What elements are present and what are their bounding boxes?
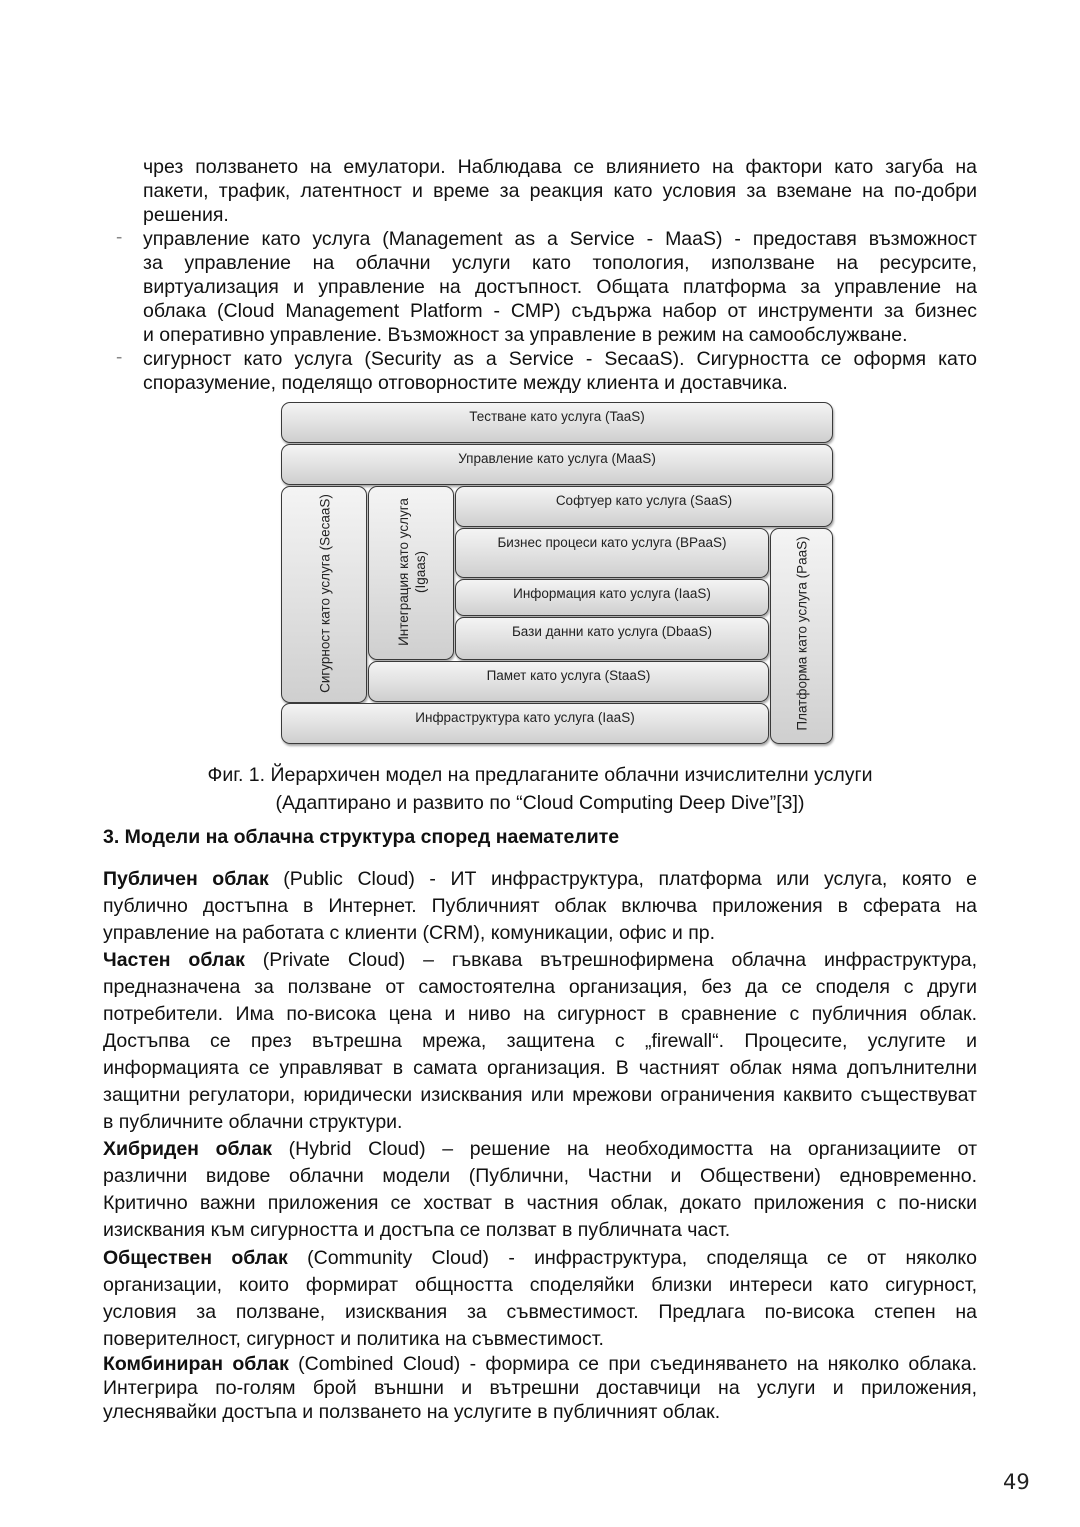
box-bpaas bbox=[455, 528, 769, 578]
box-taas bbox=[281, 402, 833, 443]
text-line: чрез ползването на емулатори. Наблюдава се влиянието на фактори като загуба на bbox=[143, 156, 977, 178]
box-label: Сигурност като услуга (SecaaS) bbox=[317, 494, 333, 693]
text-line: за управление на облачни услуги като топология, използване на ресурсите, bbox=[143, 252, 977, 274]
term-label: Комбиниран облак bbox=[103, 1353, 289, 1375]
text-line: в публичните облачни структури. bbox=[103, 1111, 403, 1133]
text-line: организации, които формират общността споделяйки близки интереси като сигурност, bbox=[103, 1274, 977, 1296]
text-line: пакети, трафик, латентност и време за реакция като условия за вземане на по-добри bbox=[143, 180, 977, 202]
box-maas bbox=[281, 444, 833, 485]
box-label: Платформа като услуга (PaaS) bbox=[794, 536, 810, 731]
box-label-line: Интеграция като услуга bbox=[396, 498, 411, 646]
text-line: предназначена за ползване от самостоятелна организация, без да се споделя с други bbox=[103, 976, 977, 998]
text-line bbox=[103, 1137, 977, 1161]
text-line: споразумение, поделящо отговорностите между клиента и доставчика. bbox=[143, 372, 788, 394]
box-saas bbox=[455, 486, 833, 527]
box-paas bbox=[770, 528, 833, 744]
term-label: Частен облак bbox=[103, 949, 245, 971]
box-label: Тестване като услуга (TaaS) bbox=[469, 409, 645, 424]
box-label: Бази данни като услуга (DbaaS) bbox=[511, 624, 713, 639]
box-dbaas bbox=[455, 617, 769, 660]
bullet-dash: - bbox=[116, 227, 123, 248]
box-label: Софтуер като услуга (SaaS) bbox=[555, 493, 733, 508]
term-label: Хибриден облак bbox=[103, 1138, 273, 1160]
box-staas bbox=[368, 661, 769, 702]
text-line: управление на работата с клиенти (CRM), комуникации, офис и пр. bbox=[103, 922, 716, 944]
text-line: защитни регулатори, юридически изисквания или мрежови ограничения каквито съществуват bbox=[103, 1084, 977, 1106]
text-line: и оперативно управление. Възможност за управление в режим на самообслужване. bbox=[143, 324, 908, 346]
text-line: решения. bbox=[143, 204, 229, 226]
text-line: условия за ползване, изисквания за съвместимост. Предлага по-висока степен на bbox=[103, 1301, 977, 1323]
text-line: виртуализация и управление на достъпност. Общата платформа за управление на bbox=[143, 276, 977, 298]
text-span: (Private Cloud) – гъвкава вътрешнофирмена облачна инфраструктура, bbox=[244, 949, 978, 971]
box-secaas bbox=[281, 486, 367, 703]
text-line: сигурност като услуга (Security as a Service - SecaaS). Сигурността се оформя като bbox=[143, 348, 977, 370]
text-span: (Community Cloud) - инфраструктура, споделяща се от няколко bbox=[287, 1247, 977, 1269]
text-line bbox=[103, 1246, 977, 1270]
term-label: Публичен облак bbox=[103, 868, 269, 890]
box-label: Инфраструктура като услуга (IaaS) bbox=[415, 710, 635, 725]
text-line: различни видове облачни модели (Публични, Частни и Обществени) едновременно. bbox=[103, 1165, 977, 1187]
box-igaas bbox=[368, 486, 454, 660]
text-span: (Public Cloud) - ИТ инфраструктура, платформа или услуга, която е bbox=[268, 868, 977, 890]
figure-caption-line2: (Адаптирано и развито по “Cloud Computing Deep Dive”[3]) bbox=[275, 792, 805, 814]
box-label-line: (Igaas) bbox=[413, 550, 428, 594]
text-line: облака (Cloud Management Platform - CMP) съдържа набор от инструменти за бизнес bbox=[143, 300, 977, 322]
text-line: Достъпва се през вътрешна мрежа, защитена с „firewall“. Процесите, услугите и bbox=[103, 1030, 977, 1052]
text-line: потребители. Има по-висока цена и ниво на сигурност в сравнение с публичния облак. bbox=[103, 1003, 977, 1025]
section-heading: 3. Модели на облачна структура според наемателите bbox=[103, 826, 620, 848]
text-line: поверителност, сигурност и политика на съвместимост. bbox=[103, 1328, 604, 1350]
text-span: (Hybrid Cloud) – решение на необходимостта на организациите от bbox=[272, 1138, 978, 1160]
box-label: Управление като услуга (MaaS) bbox=[458, 451, 656, 466]
text-line: улеснявайки достъпа и ползването на услугите в публичният облак. bbox=[103, 1401, 721, 1423]
text-span: (Combined Cloud) - формира се при съединяването на няколко облака. bbox=[288, 1353, 978, 1375]
box-label bbox=[395, 487, 429, 657]
text-line: Критично важни приложения се хостват в частния облак, докато приложения с по-ниски bbox=[103, 1192, 977, 1214]
text-line: управление като услуга (Management as a Service - MaaS) - предоставя възможност bbox=[143, 228, 977, 250]
text-line bbox=[103, 948, 977, 972]
bullet-dash: - bbox=[116, 347, 123, 368]
text-line: Интегрира по-голям брой външни и вътрешни доставчици на услуги и приложения, bbox=[103, 1377, 977, 1399]
box-label: Памет като услуга (StaaS) bbox=[486, 668, 651, 683]
text-line: публично достъпна в Интернет. Публичният облак включва приложения в сферата на bbox=[103, 895, 977, 917]
box-information-iaas bbox=[455, 579, 769, 616]
page-number: 49 bbox=[1003, 1470, 1030, 1494]
figure-caption-line1: Фиг. 1. Йерархичен модел на предлаганите облачни изчислителни услуги bbox=[207, 764, 873, 786]
text-line bbox=[103, 1352, 977, 1376]
term-label: Обществен облак bbox=[103, 1247, 288, 1269]
text-line: информацията се управляват в самата организация. В частният облак няма допълнителни bbox=[103, 1057, 977, 1079]
text-line: изисквания към сигурността и достъпа се ползват в публичната част. bbox=[103, 1219, 731, 1241]
text-line bbox=[103, 867, 977, 891]
box-label: Информация като услуга (IaaS) bbox=[513, 586, 711, 601]
box-label: Бизнес процеси като услуга (BPaaS) bbox=[497, 535, 727, 550]
box-iaas bbox=[281, 703, 769, 744]
